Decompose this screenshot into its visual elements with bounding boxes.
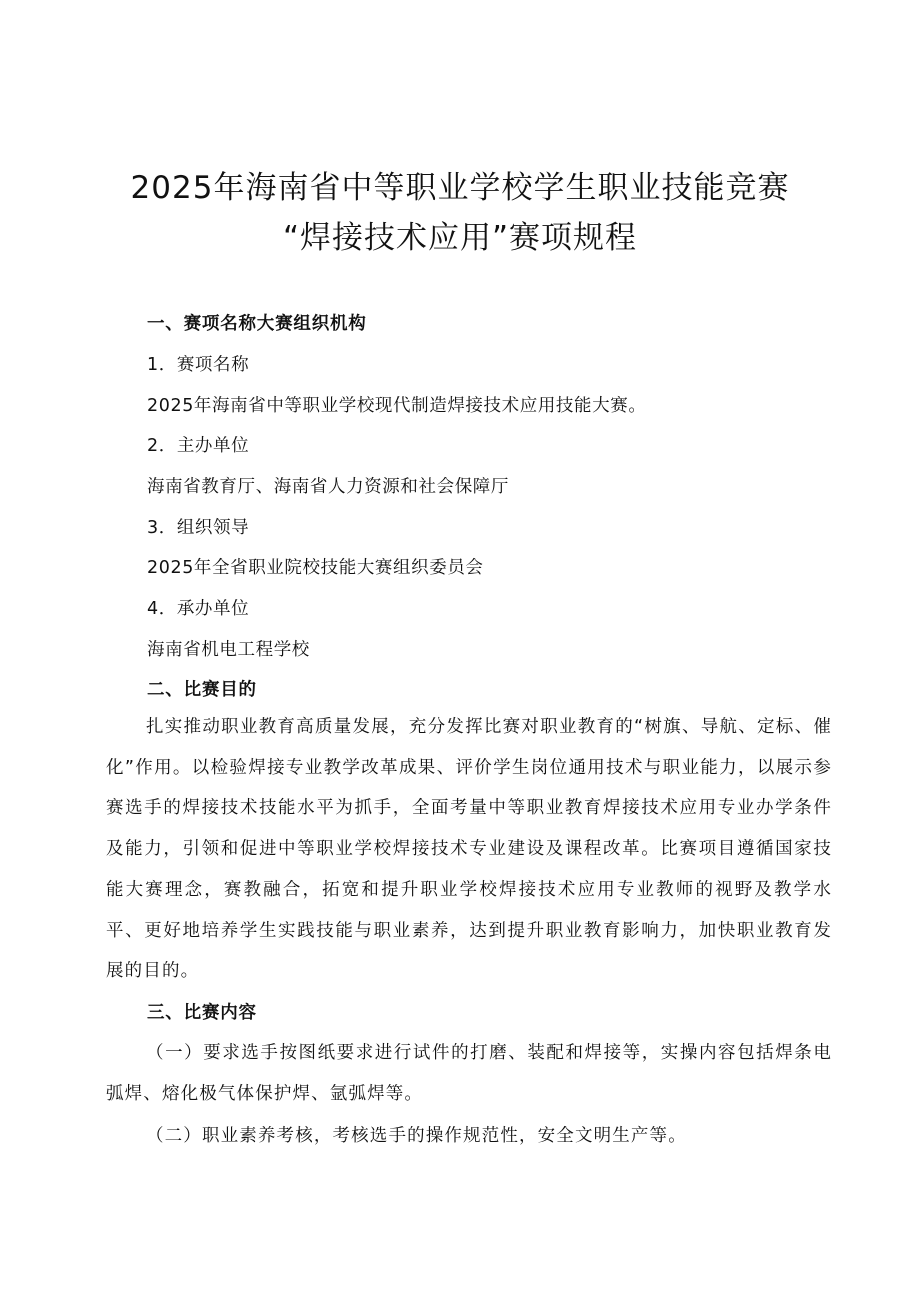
section-3-heading: 三、比赛内容: [147, 1003, 257, 1023]
item-3-value: 2025年全省职业院校技能大赛组织委员会: [147, 558, 484, 578]
item-2-label: 2．主办单位: [147, 436, 250, 456]
item-3-label: 3．组织领导: [147, 518, 250, 538]
document-title-line-2: “焊接技术应用”赛项规程: [282, 220, 638, 256]
item-1-value: 2025年海南省中等职业学校现代制造焊接技术应用技能大赛。: [147, 396, 647, 416]
section-2-heading: 二、比赛目的: [147, 680, 257, 700]
document-title-line-1: 2025年海南省中等职业学校学生职业技能竞赛: [130, 170, 790, 206]
section-1-heading: 一、赛项名称大赛组织机构: [147, 314, 367, 334]
section-2-paragraph: 扎实推动职业教育高质量发展，充分发挥比赛对职业教育的“树旗、导航、定标、催化”作用。以检验焊接专业教学改革成果、评价学生岗位通用技术与职业能力，以展示参赛选手的焊接技术技能水平为抓手，全面考量中等职业教育焊接技术应用专业办学条件及能力，引领和促进中等职业学校焊接技术专业建设及课程改革。比赛项目遵循国家技能大赛理念，赛教融合，拓宽和提升职业学校焊接技术应用专业教师的视野及教学水平、更好地培养学生实践技能与职业素养，达到提升职业教育影响力，加快职业教育发展的目的。: [106, 717, 832, 982]
item-1-label: 1．赛项名称: [147, 355, 250, 375]
item-4-value: 海南省机电工程学校: [147, 640, 310, 660]
item-4-label: 4．承办单位: [147, 599, 250, 619]
section-3-paragraph-1: （一）要求选手按图纸要求进行试件的打磨、装配和焊接等，实操内容包括焊条电弧焊、熔化极气体保护焊、氩弧焊等。: [106, 1043, 832, 1104]
item-2-value: 海南省教育厅、海南省人力资源和社会保障厅: [147, 477, 509, 497]
section-3-paragraph-2: （二）职业素养考核，考核选手的操作规范性，安全文明生产等。: [146, 1126, 687, 1146]
